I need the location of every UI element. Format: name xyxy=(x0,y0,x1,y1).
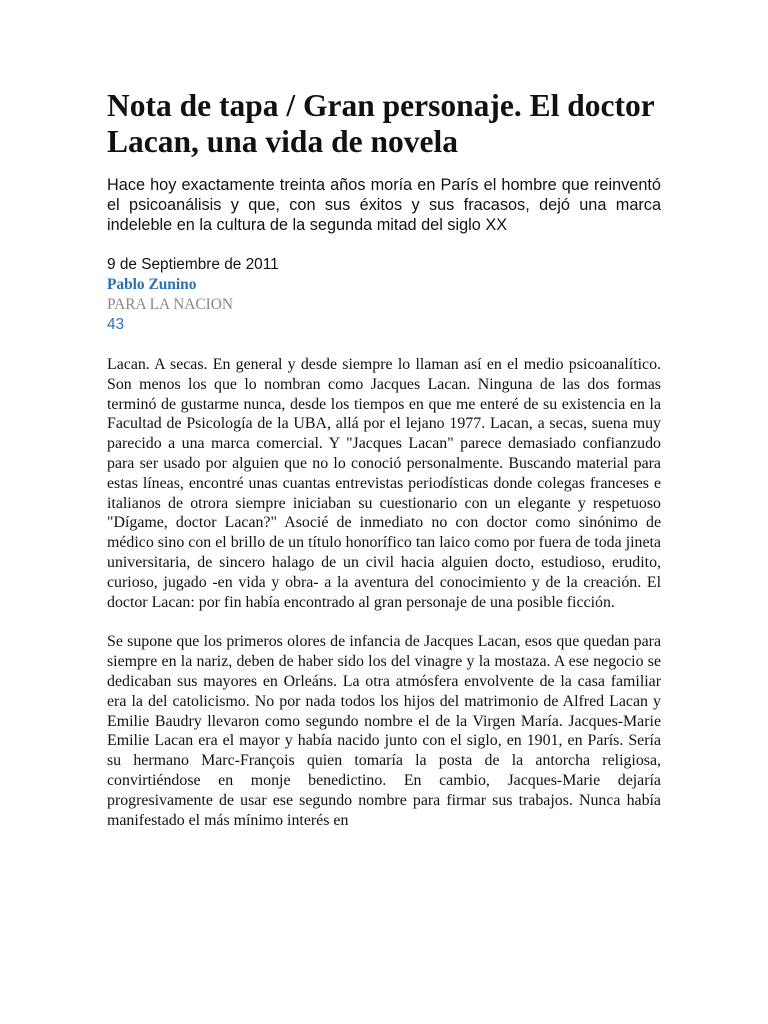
article-subtitle: Hace hoy exactamente treinta años moría en París el hombre que reinventó el psicoanálisis y que, con sus éxitos y sus fracasos, dejó una marca indeleble en la cultura de la segunda mitad del siglo XX xyxy=(107,176,661,234)
body-paragraph: Se supone que los primeros olores de infancia de Jacques Lacan, esos que quedan para siempre en la nariz, deben de haber sido los del vinagre y la mostaza. A ese negocio se dedicaban sus mayores en Orleáns. La otra atmósfera envolvente de la casa familiar era la del catolicismo. No por nada todos los hijos del matrimonio de Alfred Lacan y Emilie Baudry llevaron como segundo nombre el de la Virgen María. Jacques-Marie Emilie Lacan era el mayor y había nacido junto con el siglo, en 1901, en París. Sería su hermano Marc-François quien tomaría la posta de la antorcha religiosa, convirtiéndose en monje benedictino. En cambio, Jacques-Marie dejaría progresivamente de usar ese segundo nombre para firmar sus trabajos. Nunca había manifestado el más mínimo interés en xyxy=(107,633,661,829)
author-link[interactable]: Pablo Zunino xyxy=(107,276,197,293)
comments-count-link[interactable]: 43 xyxy=(107,316,125,333)
article xyxy=(107,88,661,830)
article-date: 9 de Septiembre de 2011 xyxy=(107,256,279,273)
outlet-name: PARA LA NACION xyxy=(107,296,234,313)
body-paragraph: Lacan. A secas. En general y desde siempre lo llaman así en el medio psicoanalítico. Son menos los que lo nombran como Jacques Lacan. Ninguna de las dos formas terminó de gustarme nunca, desde los tiempos en que me enteré de su existencia en la Facultad de Psicología de la UBA, allá por el lejano 1977. Lacan, a secas, suena muy parecido a una marca comercial. Y "Jacques Lacan" parece demasiado confianzudo para ser usado por alguien que no lo conoció personalmente. Buscando material para estas líneas, encontré unas cuantas entrevistas periodísticas donde colegas franceses e italianos de otrora siempre iniciaban su cuestionario con un elegante y respetuoso "Dígame, doctor Lacan?" Asocié de inmediato no con doctor como sinónimo de médico sino con el brillo de un título honorífico tan laico como por fuera de toda jineta universitaria, de sincero halago de un civil hacia alguien docto, estudioso, erudito, curioso, jugado -en vida y obra- a la aventura del conocimiento y de la creación. El doctor Lacan: por fin había encontrado al gran personaje de una posible ficción. xyxy=(107,356,661,611)
article-title: Nota de tapa / Gran personaje. El doctor Lacan, una vida de novela xyxy=(107,88,655,159)
